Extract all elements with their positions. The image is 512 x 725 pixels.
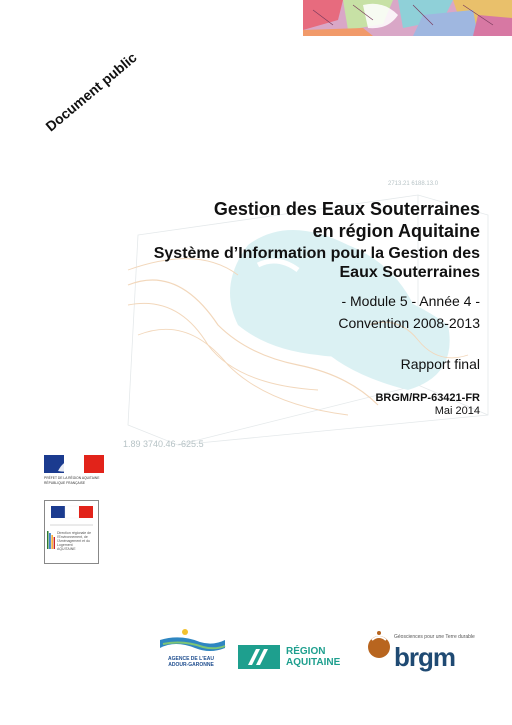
republique-caption: RÉPUBLIQUE FRANÇAISE <box>44 481 86 485</box>
module-line: - Module 5 - Année 4 - <box>341 293 480 309</box>
brgm-tagline: Géosciences pour une Terre durable <box>394 634 475 640</box>
report-type: Rapport final <box>400 356 480 372</box>
aquitaine-label: AQUITAINE <box>286 657 341 668</box>
adour-label: ADOUR-GARONNE <box>168 662 214 668</box>
prefet-caption: PRÉFET DE LA RÉGION AQUITAINE <box>44 476 100 480</box>
convention-line: Convention 2008-2013 <box>338 315 480 331</box>
subtitle-line-2: Eaux Souterraines <box>339 264 480 281</box>
dreal-bars-icon <box>47 531 55 549</box>
region-aquitaine-logo <box>238 645 348 669</box>
dreal-flag-icon <box>45 501 98 531</box>
geological-map-strip <box>303 0 512 36</box>
agence-label: AGENCE DE L'EAU <box>168 656 214 662</box>
water-wave-icon <box>155 626 227 656</box>
brgm-logo <box>366 630 486 680</box>
report-reference: BRGM/RP-63421-FR <box>375 392 480 404</box>
region-label: RÉGION <box>286 646 326 657</box>
title-block <box>100 198 480 333</box>
republique-francaise-logo <box>44 455 104 487</box>
dreal-region: AQUITAINE <box>57 547 76 551</box>
dreal-logo <box>44 500 99 564</box>
aquitaine-emblem-icon <box>238 645 280 669</box>
title-line-1: Gestion des Eaux Souterraines <box>213 199 480 219</box>
map-coord-top: 2713.21 6188.13.0 <box>388 181 439 187</box>
dreal-caption <box>47 531 97 551</box>
document-stamp <box>42 49 141 136</box>
dreal-text: Direction régionale de l'Environnement, de l'Aménagement et du Logement <box>57 531 92 547</box>
map-coord-bottom: 1.89 3740.46 -625.5 <box>123 439 204 449</box>
stamp-text: Document public <box>42 49 140 135</box>
brgm-wordmark: brgm <box>394 642 455 672</box>
report-date: Mai 2014 <box>434 405 480 417</box>
subtitle-line-1: Système d’Information pour la Gestion des <box>153 245 480 262</box>
title-line-2: en région Aquitaine <box>312 221 480 241</box>
agence-eau-adour-garonne-logo <box>155 626 227 680</box>
brgm-emblem-icon <box>366 630 392 664</box>
